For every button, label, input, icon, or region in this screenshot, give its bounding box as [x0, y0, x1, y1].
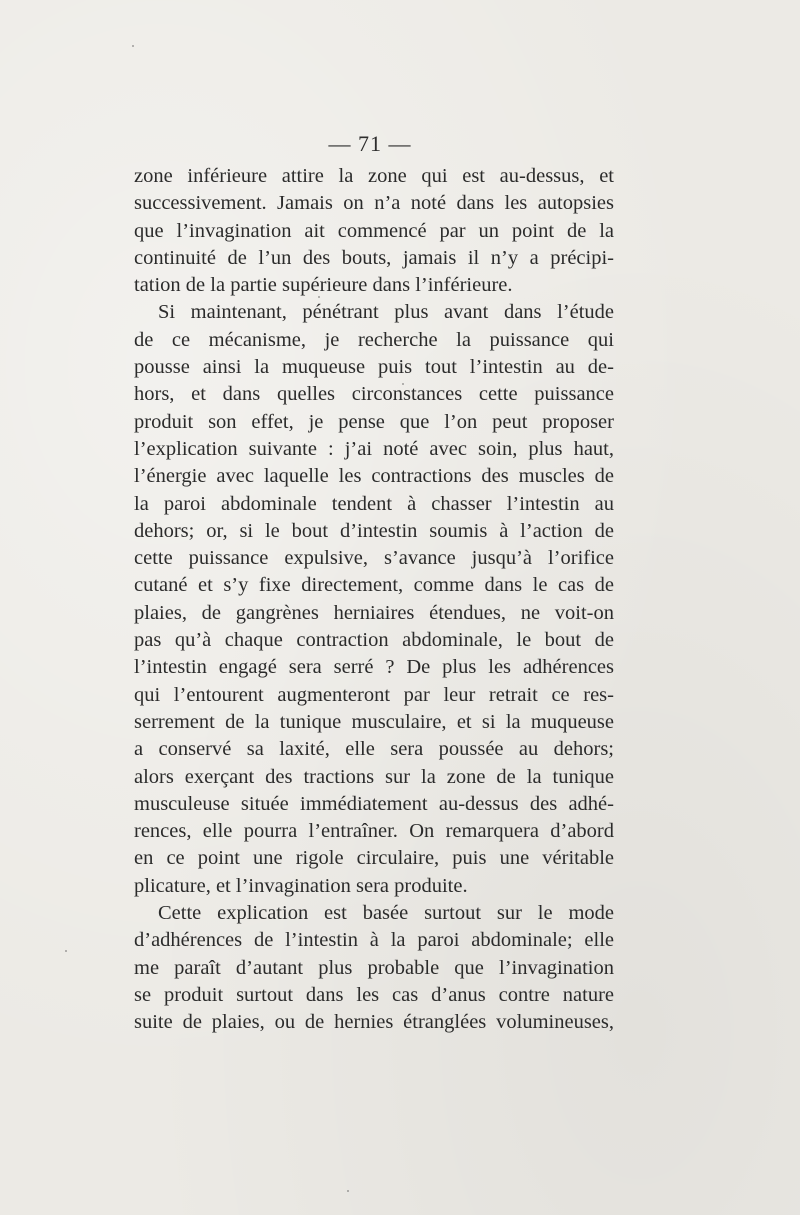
- text-line: dehors; or, si le bout d’intestin soumis à l’action de: [134, 519, 614, 542]
- text-line: serrement de la tunique musculaire, et si la muqueuse: [134, 710, 614, 733]
- text-line: se produit surtout dans les cas d’anus contre nature: [134, 983, 614, 1006]
- text-line: cette puissance expulsive, s’avance jusqu’à l’orifice: [134, 547, 614, 570]
- text-line: en ce point une rigole circulaire, puis une véritable: [134, 847, 614, 870]
- text-line: me paraît d’autant plus probable que l’invagination: [134, 956, 614, 979]
- text-line: musculeuse située immédiatement au-dessus des adhé-: [134, 792, 614, 815]
- text-line: l’explication suivante : j’ai noté avec soin, plus haut,: [134, 437, 614, 460]
- text-line: Cette explication est basée surtout sur le mode: [158, 902, 614, 925]
- text-line: produit son effet, je pense que l’on peut proposer: [134, 410, 614, 433]
- text-line: successivement. Jamais on n’a noté dans les autopsies: [134, 192, 614, 215]
- paper-speck: [402, 383, 404, 385]
- page-number: — 71 —: [328, 131, 412, 156]
- text-line: plicature, et l’invagination sera produite.: [134, 874, 468, 897]
- text-line: a conservé sa laxité, elle sera poussée au dehors;: [134, 738, 614, 761]
- text-line: cutané et s’y fixe directement, comme dans le cas de: [134, 574, 614, 597]
- text-line: qui l’entourent augmenteront par leur retrait ce res-: [134, 683, 614, 706]
- text-line: pousse ainsi la muqueuse puis tout l’intestin au de-: [134, 356, 614, 379]
- text-line: l’intestin engagé sera serré ? De plus les adhérences: [134, 656, 614, 679]
- text-line: l’énergie avec laquelle les contractions des muscles de: [134, 465, 614, 488]
- paper-speck: [347, 1190, 349, 1192]
- text-line: rences, elle pourra l’entraîner. On remarquera d’abord: [134, 820, 614, 843]
- text-line: la paroi abdominale tendent à chasser l’intestin au: [134, 492, 614, 515]
- text-line: tation de la partie supérieure dans l’inférieure.: [134, 274, 513, 297]
- text-line: Si maintenant, pénétrant plus avant dans l’étude: [158, 301, 614, 324]
- text-line: suite de plaies, ou de hernies étranglées volumineuses,: [134, 1011, 614, 1034]
- text-line: hors, et dans quelles circonstances cette puissance: [134, 383, 614, 406]
- text-line: zone inférieure attire la zone qui est au-dessus, et: [134, 165, 614, 187]
- text-line: alors exerçant des tractions sur la zone de la tunique: [134, 765, 614, 788]
- body-text: [134, 163, 614, 1037]
- text-line: continuité de l’un des bouts, jamais il n’y a précipi-: [134, 246, 614, 269]
- text-line: d’adhérences de l’intestin à la paroi abdominale; elle: [134, 929, 614, 952]
- text-line: pas qu’à chaque contraction abdominale, le bout de: [134, 629, 614, 652]
- paper-speck: [318, 296, 320, 298]
- paper-speck: [65, 950, 67, 952]
- text-line: plaies, de gangrènes herniaires étendues, ne voit-on: [134, 601, 614, 624]
- text-line: que l’invagination ait commencé par un point de la: [134, 219, 614, 242]
- text-line: de ce mécanisme, je recherche la puissance qui: [134, 328, 614, 351]
- paper-speck: [132, 45, 134, 47]
